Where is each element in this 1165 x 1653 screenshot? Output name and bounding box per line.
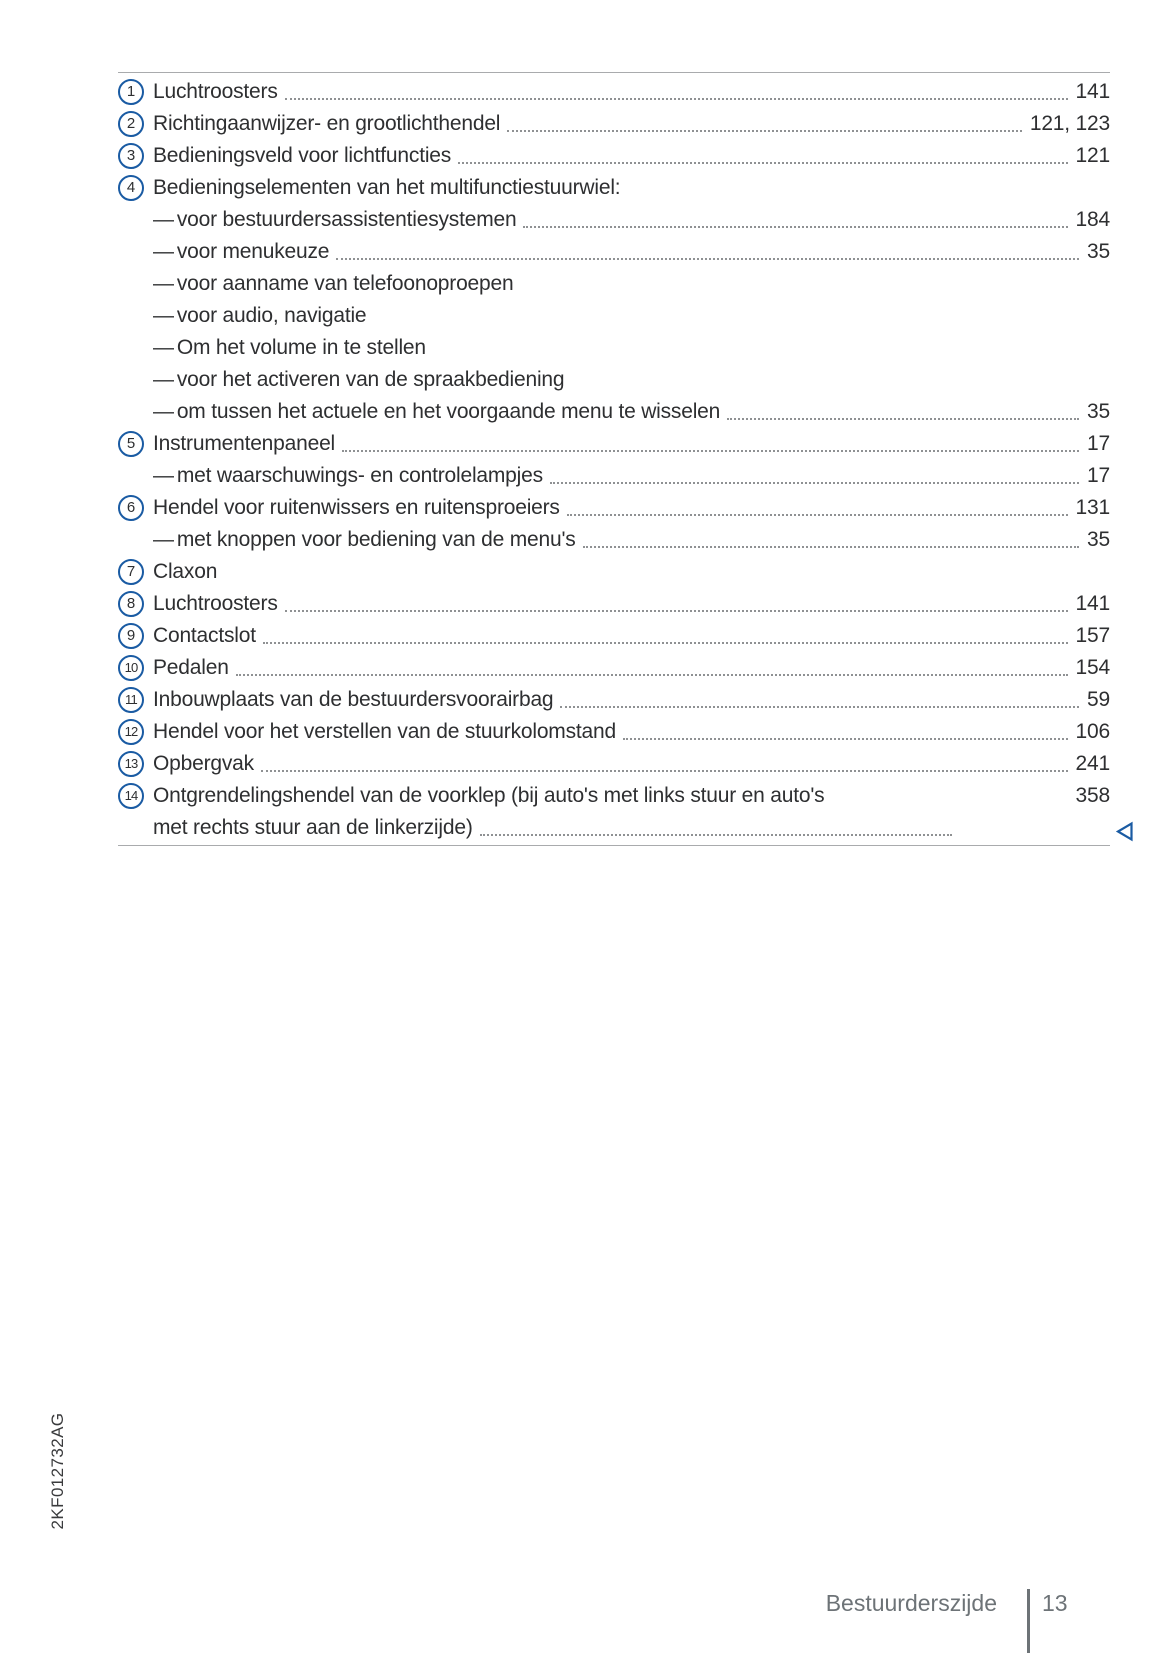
page-number: 154 [1075, 656, 1110, 679]
item-number-badge: 4 [118, 175, 144, 201]
dot-leader [567, 514, 1068, 516]
toc-row [118, 364, 1110, 396]
sub-item-dash: — [153, 272, 174, 295]
page-number: 184 [1075, 208, 1110, 231]
item-number-badge: 10 [118, 655, 144, 681]
dot-leader [623, 738, 1068, 740]
toc-row [118, 108, 1110, 140]
page-number: 358 [1075, 784, 1110, 807]
toc-item-label: met waarschuwings- en controlelampjes [176, 464, 543, 487]
document-code-vertical: 2KF012732AG [48, 1412, 67, 1530]
toc-row [118, 492, 1110, 524]
item-number-badge: 9 [118, 623, 144, 649]
toc-row [118, 268, 1110, 300]
toc-item-label: Hendel voor het verstellen van de stuurkolomstand [153, 720, 616, 743]
toc-row [118, 396, 1110, 428]
toc-item-label: Instrumentenpaneel [153, 432, 336, 455]
toc-item-label: Claxon [153, 560, 218, 583]
sub-item-dash: — [153, 368, 174, 391]
dot-leader [342, 450, 1079, 452]
sub-item-dash: — [153, 240, 174, 263]
dot-leader [523, 226, 1067, 228]
dot-leader [285, 98, 1068, 100]
toc-row [118, 140, 1110, 172]
dot-leader [583, 546, 1079, 548]
toc-item-label: Contactslot [153, 624, 256, 647]
toc-row [118, 524, 1110, 556]
toc-row [118, 620, 1110, 652]
toc-item-label: met knoppen voor bediening van de menu's [176, 528, 576, 551]
sub-item-dash: — [153, 528, 174, 551]
toc-item-label: Luchtroosters [153, 80, 278, 103]
toc-row [118, 652, 1110, 684]
sub-item-dash: — [153, 464, 174, 487]
toc-item-label: Om het volume in te stellen [176, 336, 426, 359]
toc-row [118, 204, 1110, 236]
page-number: 35 [1087, 400, 1110, 423]
item-number-badge: 8 [118, 591, 144, 617]
toc-item-label: Bedieningsveld voor lichtfuncties [153, 144, 452, 167]
toc-row [118, 780, 1110, 812]
legend-list [118, 72, 1110, 846]
dot-leader [480, 834, 952, 836]
toc-row [118, 300, 1110, 332]
dot-leader [560, 706, 1079, 708]
toc-row [118, 172, 1110, 204]
toc-item-label: om tussen het actuele en het voorgaande menu te wisselen [176, 400, 721, 423]
item-number-badge: 13 [118, 751, 144, 777]
item-number-badge: 3 [118, 143, 144, 169]
toc-row [118, 556, 1110, 588]
toc-item-label: voor menukeuze [176, 240, 330, 263]
dot-leader [285, 610, 1068, 612]
toc-item-label: Bedieningselementen van het multifunctiestuurwiel: [153, 176, 621, 199]
toc-row [118, 748, 1110, 780]
toc-row [118, 684, 1110, 716]
item-number-badge: 7 [118, 559, 144, 585]
item-number-badge: 14 [118, 783, 144, 809]
footer-section-label: Bestuurderszijde [825, 1590, 997, 1616]
toc-row [118, 716, 1110, 748]
toc-item-label: voor bestuurdersassistentiesystemen [176, 208, 517, 231]
dot-leader [458, 162, 1067, 164]
dot-leader [507, 130, 1022, 132]
item-number-badge: 1 [118, 79, 144, 105]
item-number-badge: 2 [118, 111, 144, 137]
toc-row [118, 332, 1110, 364]
page-number: 131 [1075, 496, 1110, 519]
page-number: 35 [1087, 528, 1110, 551]
toc-item-label: voor aanname van telefoonoproepen [176, 272, 514, 295]
sub-item-dash: — [153, 336, 174, 359]
toc-item-label: Pedalen [153, 656, 229, 679]
page-number: 106 [1075, 720, 1110, 743]
page-number: 121 [1075, 144, 1110, 167]
dot-leader [550, 482, 1079, 484]
toc-item-label: voor audio, navigatie [176, 304, 367, 327]
toc-item-label: Richtingaanwijzer- en grootlichthendel [153, 112, 501, 135]
page-number: 157 [1075, 624, 1110, 647]
dot-leader [261, 770, 1068, 772]
page-number: 121, 123 [1029, 112, 1110, 135]
sub-item-dash: — [153, 400, 174, 423]
page-number: 35 [1087, 240, 1110, 263]
item-number-badge: 12 [118, 719, 144, 745]
dot-leader [336, 258, 1079, 260]
toc-row [118, 428, 1110, 460]
sub-item-dash: — [153, 304, 174, 327]
page-number: 17 [1087, 432, 1110, 455]
toc-row [118, 236, 1110, 268]
page-number: 241 [1075, 752, 1110, 775]
sub-item-dash: — [153, 208, 174, 231]
dot-leader [727, 418, 1079, 420]
toc-row [118, 812, 1110, 844]
page-number: 17 [1087, 464, 1110, 487]
footer-page-number: 13 [1042, 1590, 1068, 1616]
toc-row [118, 588, 1110, 620]
page-number: 141 [1075, 592, 1110, 615]
dot-leader [263, 642, 1068, 644]
toc-item-label: Inbouwplaats van de bestuurdersvoorairbag [153, 688, 554, 711]
page-number: 59 [1087, 688, 1110, 711]
toc-item-label: Opbergvak [153, 752, 254, 775]
footer-divider [1027, 1589, 1030, 1653]
end-of-section-icon [1115, 821, 1134, 842]
toc-item-label: met rechts stuur aan de linkerzijde) [153, 816, 473, 839]
toc-item-label: voor het activeren van de spraakbediening [176, 368, 565, 391]
toc-row [118, 460, 1110, 492]
item-number-badge: 11 [118, 687, 144, 713]
dot-leader [236, 674, 1068, 676]
toc-item-label: Ontgrendelingshendel van de voorklep (bij auto's met links stuur en auto's [153, 784, 825, 807]
item-number-badge: 6 [118, 495, 144, 521]
toc-item-label: Hendel voor ruitenwissers en ruitensproeiers [153, 496, 560, 519]
page-number: 141 [1075, 80, 1110, 103]
toc-row [118, 76, 1110, 108]
toc-item-label: Luchtroosters [153, 592, 278, 615]
item-number-badge: 5 [118, 431, 144, 457]
